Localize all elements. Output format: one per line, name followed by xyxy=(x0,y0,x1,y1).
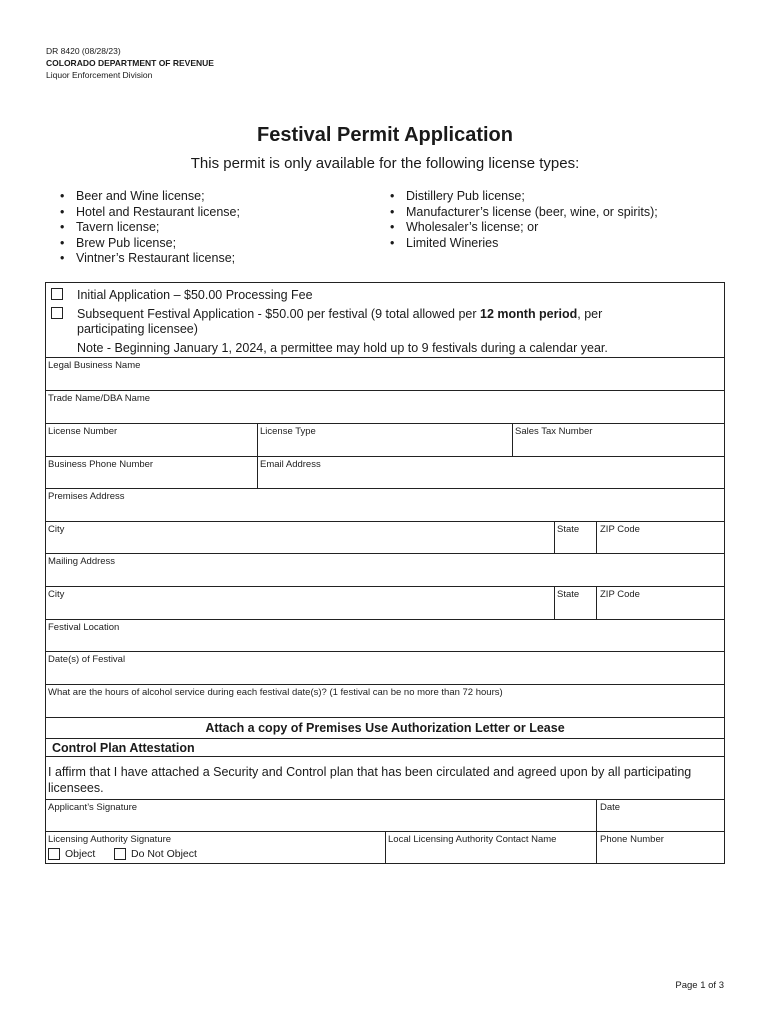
object-checkbox[interactable] xyxy=(48,848,60,860)
legal-business-name-field[interactable]: Legal Business Name xyxy=(48,360,141,371)
department-name: COLORADO DEPARTMENT OF REVENUE xyxy=(46,58,214,68)
do-not-object-checkbox[interactable] xyxy=(114,848,126,860)
mailing-zip-field[interactable]: ZIP Code xyxy=(600,589,640,600)
divider xyxy=(45,488,725,489)
mailing-state-field[interactable]: State xyxy=(557,589,580,600)
column-divider xyxy=(257,423,258,488)
column-divider xyxy=(385,831,386,864)
column-divider xyxy=(554,586,555,619)
local-contact-name-field[interactable]: Local Licensing Authority Contact Name xyxy=(388,834,557,845)
applicant-signature-field[interactable]: Applicant’s Signature xyxy=(48,802,138,813)
divider xyxy=(45,684,725,685)
initial-application-checkbox[interactable] xyxy=(51,288,63,300)
divider xyxy=(45,390,725,391)
subsequent-application-label: Subsequent Festival Application - $50.00 per festival (9 total allowed per 12 month period, per xyxy=(77,307,603,321)
license-type-item: • Wholesaler’s license; or xyxy=(388,220,658,236)
mailing-city-field[interactable]: City xyxy=(48,589,65,600)
license-type-item: • Brew Pub license; xyxy=(58,236,240,252)
service-hours-field[interactable]: What are the hours of alcohol service during each festival date(s)? (1 festival can be no more than 72 hours) xyxy=(48,687,503,698)
trade-name-field[interactable]: Trade Name/DBA Name xyxy=(48,393,151,404)
license-type-item: • Distillery Pub license; xyxy=(388,189,658,205)
divider xyxy=(45,553,725,554)
divider xyxy=(45,738,725,739)
license-type-item: • Hotel and Restaurant license; xyxy=(58,205,240,221)
premises-address-field[interactable]: Premises Address xyxy=(48,491,125,502)
license-type-item: • Tavern license; xyxy=(58,220,240,236)
column-divider xyxy=(596,586,597,619)
division-name: Liquor Enforcement Division xyxy=(46,70,153,80)
license-type-item: • Limited Wineries xyxy=(388,236,658,252)
page-number: Page 1 of 3 xyxy=(675,980,724,991)
divider xyxy=(45,357,725,358)
control-plan-affirmation: I affirm that I have attached a Security and Control plan that has been circulated and agreed upon by all participating licensees. xyxy=(48,765,692,795)
festival-limit-note: Note - Beginning January 1, 2024, a permittee may hold up to 9 festivals during a calendar year. xyxy=(77,341,608,355)
divider xyxy=(45,423,725,424)
mailing-address-field[interactable]: Mailing Address xyxy=(48,556,116,567)
premises-zip-field[interactable]: ZIP Code xyxy=(600,524,640,535)
attach-note: Attach a copy of Premises Use Authorization Letter or Lease xyxy=(205,721,565,735)
divider xyxy=(45,586,725,587)
premises-state-field[interactable]: State xyxy=(557,524,580,535)
license-number-field[interactable]: License Number xyxy=(48,426,118,437)
festival-dates-field[interactable]: Date(s) of Festival xyxy=(48,654,126,665)
subsequent-application-label-line2: participating licensee) xyxy=(77,322,198,336)
object-label: Object xyxy=(65,848,96,860)
column-divider xyxy=(554,521,555,553)
business-phone-field[interactable]: Business Phone Number xyxy=(48,459,154,470)
page-title: Festival Permit Application xyxy=(257,124,513,146)
divider xyxy=(45,651,725,652)
divider xyxy=(45,521,725,522)
column-divider xyxy=(512,423,513,456)
page-subtitle: This permit is only available for the following license types: xyxy=(190,155,580,172)
divider xyxy=(45,799,725,800)
form-header xyxy=(46,45,214,81)
form-id: DR 8420 (08/28/23) xyxy=(46,46,121,56)
divider xyxy=(45,456,725,457)
license-types-right xyxy=(388,189,658,251)
premises-city-field[interactable]: City xyxy=(48,524,65,535)
date-field[interactable]: Date xyxy=(600,802,621,813)
phone-number-field[interactable]: Phone Number xyxy=(600,834,664,845)
license-type-item: • Manufacturer’s license (beer, wine, or spirits); xyxy=(388,205,658,221)
license-type-field[interactable]: License Type xyxy=(260,426,316,437)
licensing-authority-signature-field[interactable]: Licensing Authority Signature xyxy=(48,834,172,845)
license-type-item: • Vintner’s Restaurant license; xyxy=(58,251,240,267)
column-divider xyxy=(596,521,597,553)
divider xyxy=(45,717,725,718)
control-plan-heading: Control Plan Attestation xyxy=(52,741,195,755)
do-not-object-label: Do Not Object xyxy=(131,848,197,860)
license-types-left xyxy=(58,189,240,267)
subsequent-application-checkbox[interactable] xyxy=(51,307,63,319)
divider xyxy=(45,619,725,620)
email-field[interactable]: Email Address xyxy=(260,459,321,470)
license-type-item: • Beer and Wine license; xyxy=(58,189,240,205)
sales-tax-number-field[interactable]: Sales Tax Number xyxy=(515,426,593,437)
column-divider xyxy=(596,799,597,864)
initial-application-label: Initial Application – $50.00 Processing Fee xyxy=(77,288,313,302)
divider xyxy=(45,756,725,757)
festival-location-field[interactable]: Festival Location xyxy=(48,622,120,633)
